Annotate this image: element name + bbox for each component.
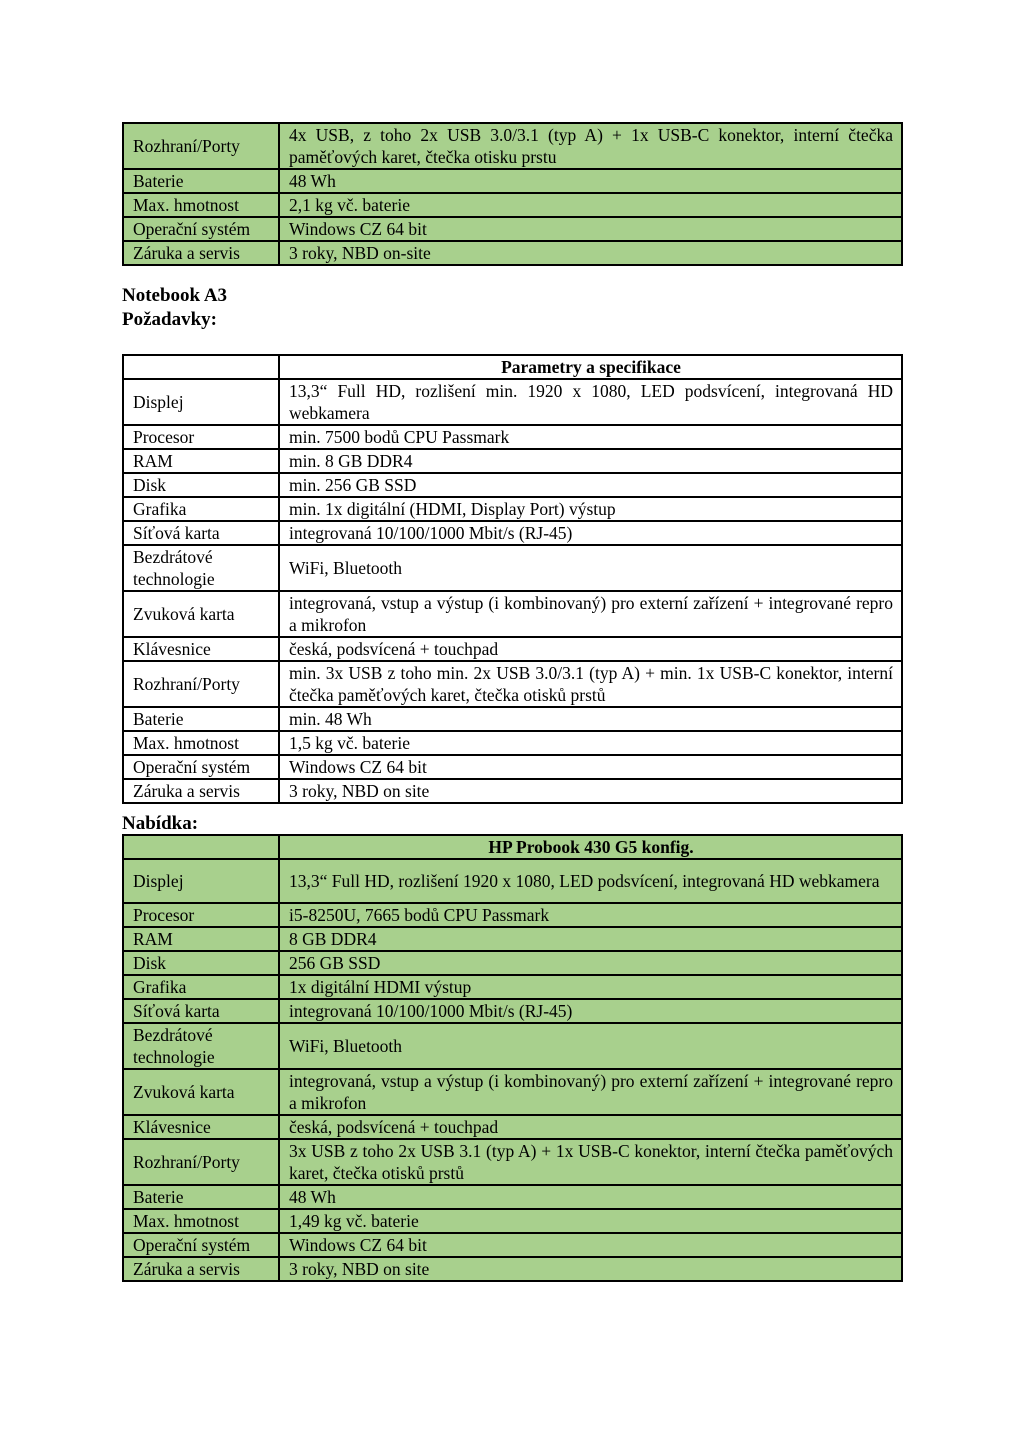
spec-table-continued (122, 122, 903, 266)
table-row (123, 999, 902, 1023)
row-value: 1x digitální HDMI výstup (279, 975, 902, 999)
offer-title: Nabídka: (122, 813, 199, 834)
table-row (123, 859, 902, 903)
row-value: 256 GB SSD (279, 951, 902, 975)
table-row (123, 123, 902, 169)
row-label: Bezdrátové technologie (123, 1023, 279, 1069)
table-row (123, 169, 902, 193)
row-label: Displej (123, 379, 279, 425)
table-row (123, 927, 902, 951)
table-row (123, 545, 902, 591)
table-row (123, 707, 902, 731)
row-value: 3 roky, NBD on-site (279, 241, 902, 265)
row-value: WiFi, Bluetooth (279, 1023, 902, 1069)
table-row (123, 425, 902, 449)
table-row (123, 241, 902, 265)
row-label: Záruka a servis (123, 779, 279, 803)
row-label: Baterie (123, 707, 279, 731)
header-label (123, 355, 279, 379)
row-value: 48 Wh (279, 1185, 902, 1209)
row-value: 13,3“ Full HD, rozlišení 1920 x 1080, LED podsvícení, integrovaná HD webkamera (279, 859, 902, 903)
row-label: Operační systém (123, 217, 279, 241)
row-label: Baterie (123, 1185, 279, 1209)
row-value: min. 48 Wh (279, 707, 902, 731)
table-row (123, 449, 902, 473)
row-label: Síťová karta (123, 999, 279, 1023)
table-row (123, 661, 902, 707)
offer-table (122, 834, 903, 1282)
table-header-row (123, 355, 902, 379)
row-value: Windows CZ 64 bit (279, 755, 902, 779)
row-value: min. 1x digitální (HDMI, Display Port) výstup (279, 497, 902, 521)
row-value: 2,1 kg vč. baterie (279, 193, 902, 217)
row-label: Zvuková karta (123, 591, 279, 637)
row-label: Max. hmotnost (123, 1209, 279, 1233)
table-row (123, 217, 902, 241)
row-value: česká, podsvícená + touchpad (279, 1115, 902, 1139)
row-label: Rozhraní/Porty (123, 123, 279, 169)
row-value: i5-8250U, 7665 bodů CPU Passmark (279, 903, 902, 927)
row-value: integrovaná, vstup a výstup (i kombinovaný) pro externí zařízení + integrované repro a mikrofon (279, 1069, 902, 1115)
row-value: min. 3x USB z toho min. 2x USB 3.0/3.1 (typ A) + min. 1x USB-C konektor, interní čtečka paměťových karet, čtečka otisků prstů (279, 661, 902, 707)
row-value: WiFi, Bluetooth (279, 545, 902, 591)
row-value: 3 roky, NBD on site (279, 1257, 902, 1281)
row-value: 8 GB DDR4 (279, 927, 902, 951)
table-header-row (123, 835, 902, 859)
row-value: 1,49 kg vč. baterie (279, 1209, 902, 1233)
table-row (123, 473, 902, 497)
table-row (123, 521, 902, 545)
row-value: min. 7500 bodů CPU Passmark (279, 425, 902, 449)
row-label: Operační systém (123, 1233, 279, 1257)
row-value: 3x USB z toho 2x USB 3.1 (typ A) + 1x USB-C konektor, interní čtečka paměťových karet, čtečka otisků prstů (279, 1139, 902, 1185)
table-row (123, 1185, 902, 1209)
row-label: Disk (123, 473, 279, 497)
table-row (123, 193, 902, 217)
row-label: RAM (123, 927, 279, 951)
row-label: Rozhraní/Porty (123, 661, 279, 707)
table-row (123, 1023, 902, 1069)
table-row (123, 1209, 902, 1233)
row-value: 3 roky, NBD on site (279, 779, 902, 803)
row-label: Procesor (123, 903, 279, 927)
row-value: 1,5 kg vč. baterie (279, 731, 902, 755)
row-value: Windows CZ 64 bit (279, 1233, 902, 1257)
row-label: Síťová karta (123, 521, 279, 545)
table-row (123, 591, 902, 637)
row-label: Klávesnice (123, 1115, 279, 1139)
table-row (123, 903, 902, 927)
row-label: Rozhraní/Porty (123, 1139, 279, 1185)
table-row (123, 1115, 902, 1139)
table-row (123, 637, 902, 661)
row-value: integrovaná, vstup a výstup (i kombinovaný) pro externí zařízení + integrované repro a mikrofon (279, 591, 902, 637)
requirements-table (122, 354, 903, 804)
row-label: RAM (123, 449, 279, 473)
table-row (123, 779, 902, 803)
row-label: Klávesnice (123, 637, 279, 661)
header-label (123, 835, 279, 859)
table-row (123, 1069, 902, 1115)
row-label: Displej (123, 859, 279, 903)
row-label: Zvuková karta (123, 1069, 279, 1115)
row-label: Operační systém (123, 755, 279, 779)
row-label: Záruka a servis (123, 1257, 279, 1281)
row-label: Disk (123, 951, 279, 975)
row-value: 13,3“ Full HD, rozlišení min. 1920 x 1080, LED podsvícení, integrovaná HD webkamera (279, 379, 902, 425)
row-value: Windows CZ 64 bit (279, 217, 902, 241)
table-row (123, 497, 902, 521)
section-subtitle: Požadavky: (122, 309, 217, 330)
row-value: 4x USB, z toho 2x USB 3.0/3.1 (typ A) + 1x USB-C konektor, interní čtečka paměťových karet, čtečka otisku prstu (279, 123, 902, 169)
header-value: HP Probook 430 G5 konfig. (279, 835, 902, 859)
row-label: Grafika (123, 975, 279, 999)
row-label: Záruka a servis (123, 241, 279, 265)
row-label: Baterie (123, 169, 279, 193)
row-label: Procesor (123, 425, 279, 449)
row-label: Max. hmotnost (123, 731, 279, 755)
row-value: integrovaná 10/100/1000 Mbit/s (RJ-45) (279, 521, 902, 545)
table-row (123, 1139, 902, 1185)
table-row (123, 755, 902, 779)
section-title: Notebook A3 (122, 285, 228, 306)
table-row (123, 1233, 902, 1257)
table-row (123, 731, 902, 755)
header-value: Parametry a specifikace (279, 355, 902, 379)
row-label: Max. hmotnost (123, 193, 279, 217)
row-value: min. 8 GB DDR4 (279, 449, 902, 473)
row-value: min. 256 GB SSD (279, 473, 902, 497)
row-value: česká, podsvícená + touchpad (279, 637, 902, 661)
row-value: 48 Wh (279, 169, 902, 193)
table-row (123, 1257, 902, 1281)
table-row (123, 951, 902, 975)
row-label: Grafika (123, 497, 279, 521)
row-value: integrovaná 10/100/1000 Mbit/s (RJ-45) (279, 999, 902, 1023)
row-label: Bezdrátové technologie (123, 545, 279, 591)
table-row (123, 379, 902, 425)
table-row (123, 975, 902, 999)
